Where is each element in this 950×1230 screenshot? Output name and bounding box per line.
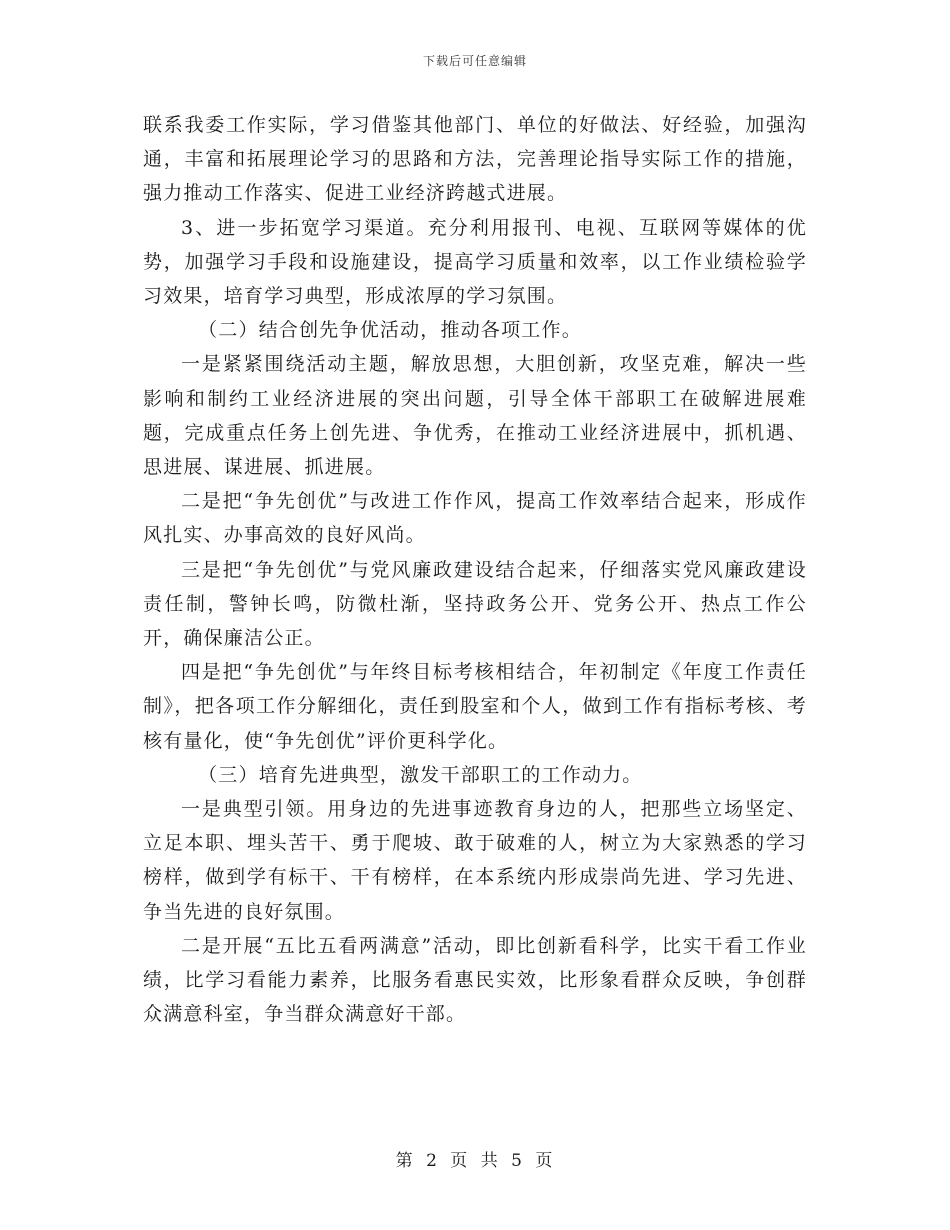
paragraph-1: 联系我委工作实际，学习借鉴其他部门、单位的好做法、好经验，加强沟通，丰富和拓展理论学习的思路和方法，完善理论指导实际工作的措施，强力推动工作落实、促进工业经济跨越式进展。	[143, 114, 807, 205]
section-heading-2: （二）结合创先争优活动，推动各项工作。	[198, 319, 582, 342]
paragraph-10: 二是开展“五比五看两满意”活动，即比创新看科学，比实干看工作业绩，比学习看能力素养，比服务看惠民实效，比形象看群众反映，争创群众满意科室，争当群众满意好干部。	[143, 934, 807, 1026]
section-heading-3: （三）培育先进典型，激发干部职工的工作动力。	[198, 763, 643, 786]
page-number: 第 2 页 共 5 页	[395, 1151, 555, 1171]
paragraph-9: 一是典型引领。用身边的先进事迹教育身边的人，把那些立场坚定、立足本职、埋头苦干、勇于爬坡、敢于破难的人，树立为大家熟悉的学习榜样，做到学有标干、干有榜样，在本系统内形成崇尚先进、学习先进、争当先进的良好氛围。	[143, 798, 807, 923]
paragraph-4: 一是紧紧围绕活动主题，解放思想，大胆创新，攻坚克难，解决一些影响和制约工业经济进展的突出问题，引导全体干部职工在破解进展难题，完成重点任务上创先进、争优秀，在推动工业经济进展中，抓机遇、思进展、谋进展、抓进展。	[143, 353, 807, 479]
paragraph-5: 二是把“争先创优”与改进工作作风，提高工作效率结合起来，形成作风扎实、办事高效的良好风尚。	[143, 490, 807, 547]
document-body	[143, 108, 807, 1031]
paragraph-2: 3、进一步拓宽学习渠道。充分利用报刊、电视、互联网等媒体的优势，加强学习手段和设施建设，提高学习质量和效率，以工作业绩检验学习效果，培育学习典型，形成浓厚的学习氛围。	[143, 216, 807, 308]
paragraph-7: 四是把“争先创优”与年终目标考核相结合，年初制定《年度工作责任制》，把各项工作分解细化，责任到股室和个人，做到工作有指标考核、考核有量化，使“争先创优”评价更科学化。	[143, 661, 807, 752]
paragraph-6: 三是把“争先创优”与党风廉政建设结合起来，仔细落实党风廉政建设责任制，警钟长鸣，防微杜渐，坚持政务公开、党务公开、热点工作公开，确保廉洁公正。	[143, 558, 807, 650]
page-header: 下载后可任意编辑	[422, 54, 527, 68]
